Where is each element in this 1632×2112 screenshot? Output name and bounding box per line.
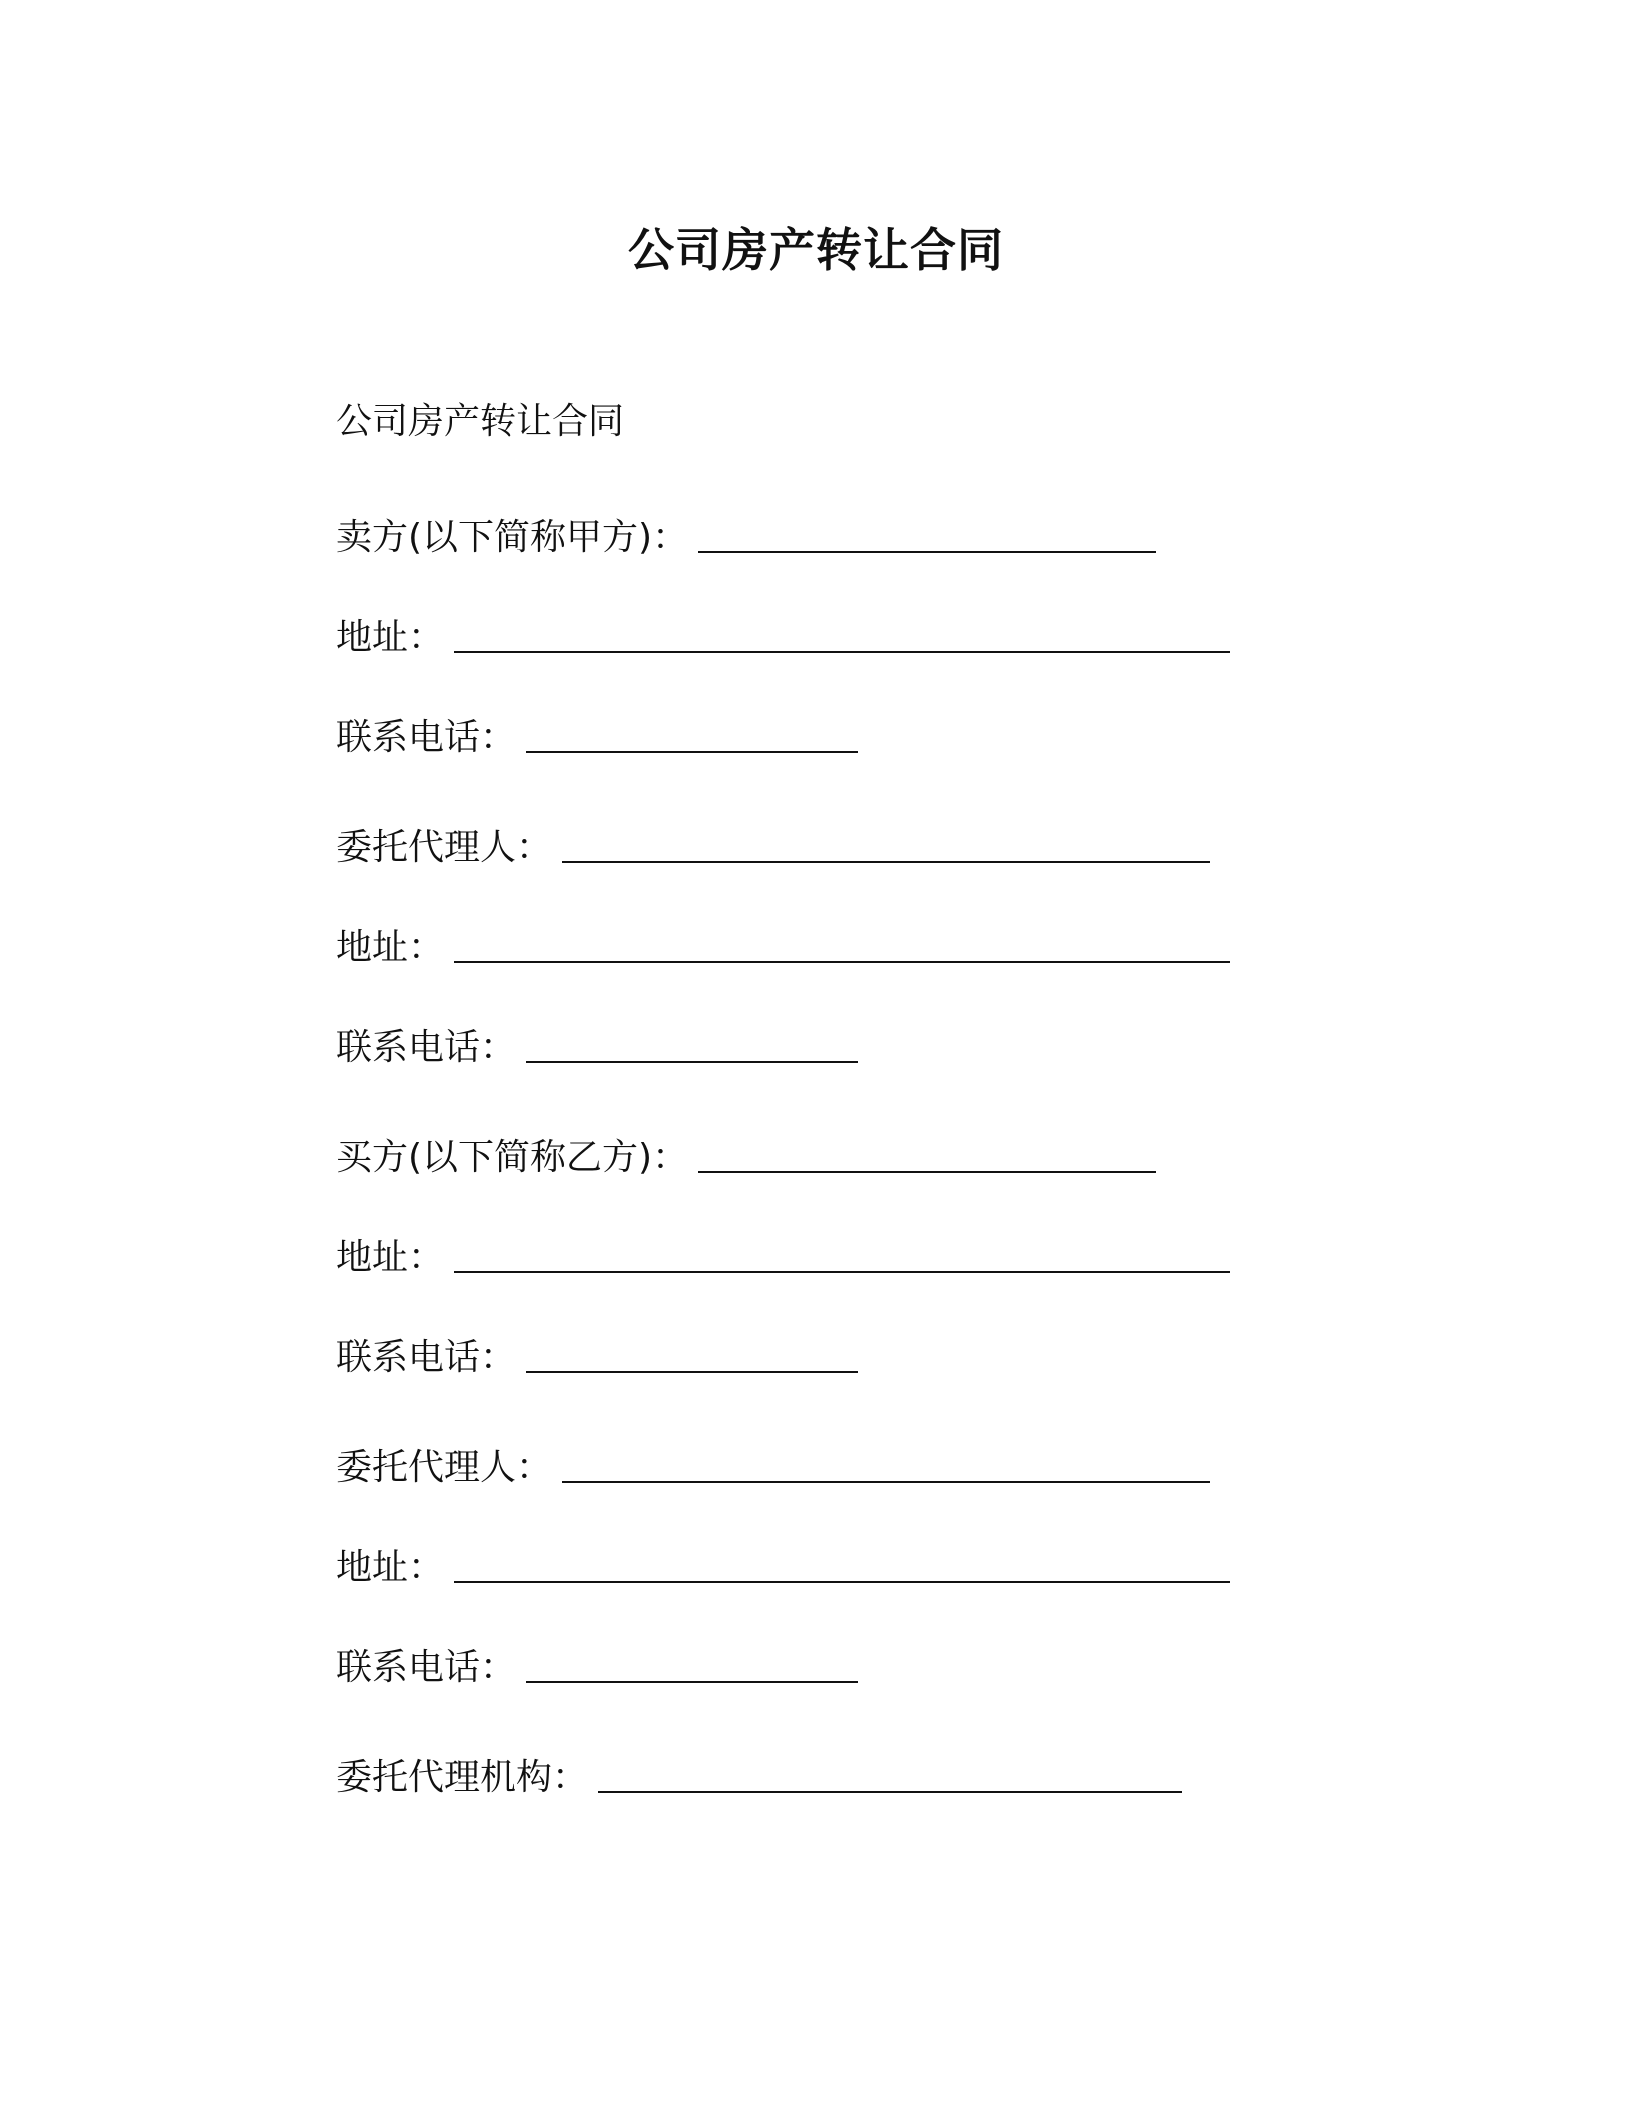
seller-name-field — [336, 508, 1156, 560]
seller-agent-phone-field — [336, 1018, 858, 1070]
agency-field — [336, 1748, 1182, 1800]
buyer-agent-phone-label: 联系电话： — [336, 1647, 517, 1688]
seller-agent-address-field — [336, 918, 1230, 970]
seller-address-field — [336, 608, 1230, 660]
seller-address-label: 地址： — [336, 617, 445, 658]
seller-agent-phone-blank[interactable] — [526, 1061, 858, 1063]
buyer-name-field — [336, 1128, 1156, 1180]
buyer-agent-blank[interactable] — [562, 1481, 1210, 1483]
buyer-name-blank[interactable] — [698, 1171, 1156, 1173]
buyer-address-label: 地址： — [336, 1237, 445, 1278]
seller-agent-address-blank[interactable] — [454, 961, 1230, 963]
buyer-address-field — [336, 1228, 1230, 1280]
seller-phone-field — [336, 708, 858, 760]
seller-phone-label: 联系电话： — [336, 717, 517, 758]
buyer-agent-phone-blank[interactable] — [526, 1681, 858, 1683]
buyer-phone-field — [336, 1328, 858, 1380]
document-subtitle: 公司房产转让合同 — [336, 401, 625, 442]
buyer-phone-blank[interactable] — [526, 1371, 858, 1373]
seller-agent-field — [336, 818, 1210, 870]
buyer-agent-address-field — [336, 1538, 1230, 1590]
agency-label: 委托代理机构： — [336, 1757, 589, 1798]
seller-address-blank[interactable] — [454, 651, 1230, 653]
seller-agent-blank[interactable] — [562, 861, 1210, 863]
seller-phone-blank[interactable] — [526, 751, 858, 753]
buyer-agent-address-label: 地址： — [336, 1547, 445, 1588]
buyer-phone-label: 联系电话： — [336, 1337, 517, 1378]
buyer-name-label: 买方(以下简称乙方)： — [336, 1137, 689, 1178]
agency-blank[interactable] — [598, 1791, 1182, 1793]
seller-agent-label: 委托代理人： — [336, 827, 553, 868]
seller-agent-phone-label: 联系电话： — [336, 1027, 517, 1068]
seller-agent-address-label: 地址： — [336, 927, 445, 968]
seller-name-blank[interactable] — [698, 551, 1156, 553]
buyer-address-blank[interactable] — [454, 1271, 1230, 1273]
buyer-agent-phone-field — [336, 1638, 858, 1690]
document-title: 公司房产转让合同 — [628, 223, 1004, 277]
seller-name-label: 卖方(以下简称甲方)： — [336, 517, 689, 558]
buyer-agent-address-blank[interactable] — [454, 1581, 1230, 1583]
buyer-agent-label: 委托代理人： — [336, 1447, 553, 1488]
buyer-agent-field — [336, 1438, 1210, 1490]
